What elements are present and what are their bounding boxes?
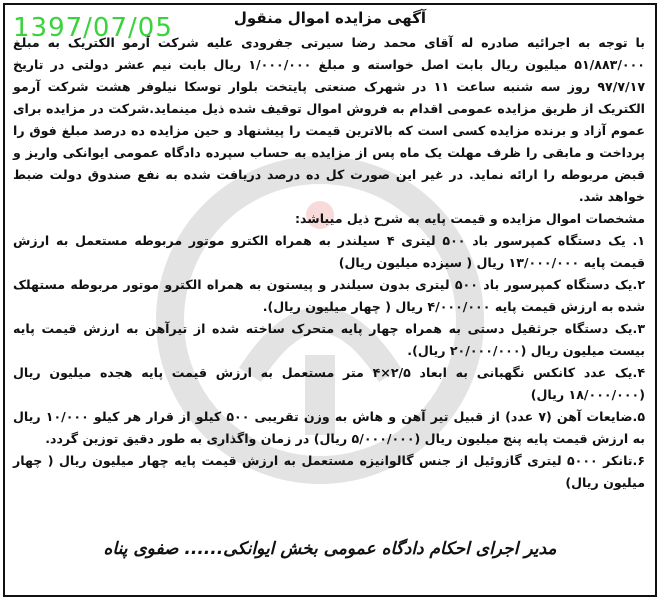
signature-line: مدیر اجرای احکام دادگاه عمومی بخش ایوانکی...... صفوی پناه: [103, 539, 557, 559]
list-item: ۱. یک دستگاه کمپرسور باد ۵۰۰ لیتری ۴ سیلندر به همراه الکترو موتور مربوطه مستعمل به ارزش قیمت پایه ۱۳/۰۰۰/۰۰۰ ریال ( سیزده میلیون ریال): [13, 233, 645, 270]
intro-paragraph: با توجه به اجرائیه صادره له آقای محمد رضا سیرتی جفرودی علیه شرکت آرمو الکتریک به مبلغ ۵۱/۸۸۳/۰۰۰ میلیون ریال بابت اصل خواسته و مبلغ ۱/۰۰۰/۰۰۰ ریال بابت نیم عشر دولتی در تاریخ ۹۷/۷/۱۷ روز سه شنبه ساعت ۱۱ در شهرک صنعتی پایتخت بلوار توسکا نیلوفر هشت شرکت آرمو الکتریک از طریق مزایده عمومی اقدام به فروش اموال توقیف شده ذیل مینماید.شرکت در مزایده برای عموم آزاد و برنده مزایده کسی است که بالاترین قیمت را پیشنهاد و حین مزایده ده درصد مبلغ فوق را پرداخت و مابقی را ظرف مهلت یک ماه پس از مزایده به حساب سپرده دادگاه عمومی ایوانکی واریز و قبض مربوطه را ارائه نماید. در غیر این صورت کل ده درصد دریافت شده به نفع صندوق دولت ضبط خواهد شد.: [13, 35, 646, 204]
items-list: [13, 230, 645, 494]
notice-title: آگهی مزایده اموال منقول: [233, 9, 427, 27]
list-item: ۵.ضایعات آهن (۷ عدد) از قبیل تیر آهن و هاش به وزن تقریبی ۵۰۰ کیلو از قرار هر کیلو ۱۰/۰۰۰ ریال به ارزش قیمت پایه پنج میلیون ریال (۵/۰۰۰/۰۰۰ ریال) در زمان واگذاری به طور دقیق توزین گردد.: [13, 409, 646, 446]
notice-body: [13, 32, 645, 494]
notice-frame: [3, 3, 657, 597]
list-item: ۴.یک عدد کانکس نگهبانی به ابعاد ۲/۵×۴ متر مستعمل به ارزش قیمت پایه هجده میلیون ریال (۱۸/۰۰۰/۰۰۰ ریال): [13, 365, 646, 402]
list-item: ۶.تانکر ۵۰۰۰ لیتری گازوئیل از جنس گالوانیزه مستعمل به ارزش قیمت پایه چهار میلیون ریال ( چهار میلیون ریال): [13, 453, 646, 490]
specs-heading: مشخصات اموال مزایده و قیمت پایه به شرح ذیل میباشد:: [295, 211, 645, 226]
date-stamp: 1397/07/05: [13, 13, 173, 43]
list-item: ۲.یک دستگاه کمپرسور باد ۵۰۰ لیتری بدون سیلندر و پیستون به همراه الکترو موتور مربوطه مستهلک شده به ارزش قیمت پایه ۴/۰۰۰/۰۰۰ ریال ( چهار میلیون ریال).: [13, 277, 645, 314]
list-item: ۳.یک دستگاه جرثقیل دستی به همراه چهار پایه متحرک ساخته شده از تیرآهن به ارزش قیمت پایه بیست میلیون ریال (۲۰/۰۰۰/۰۰۰ ریال).: [13, 321, 645, 358]
